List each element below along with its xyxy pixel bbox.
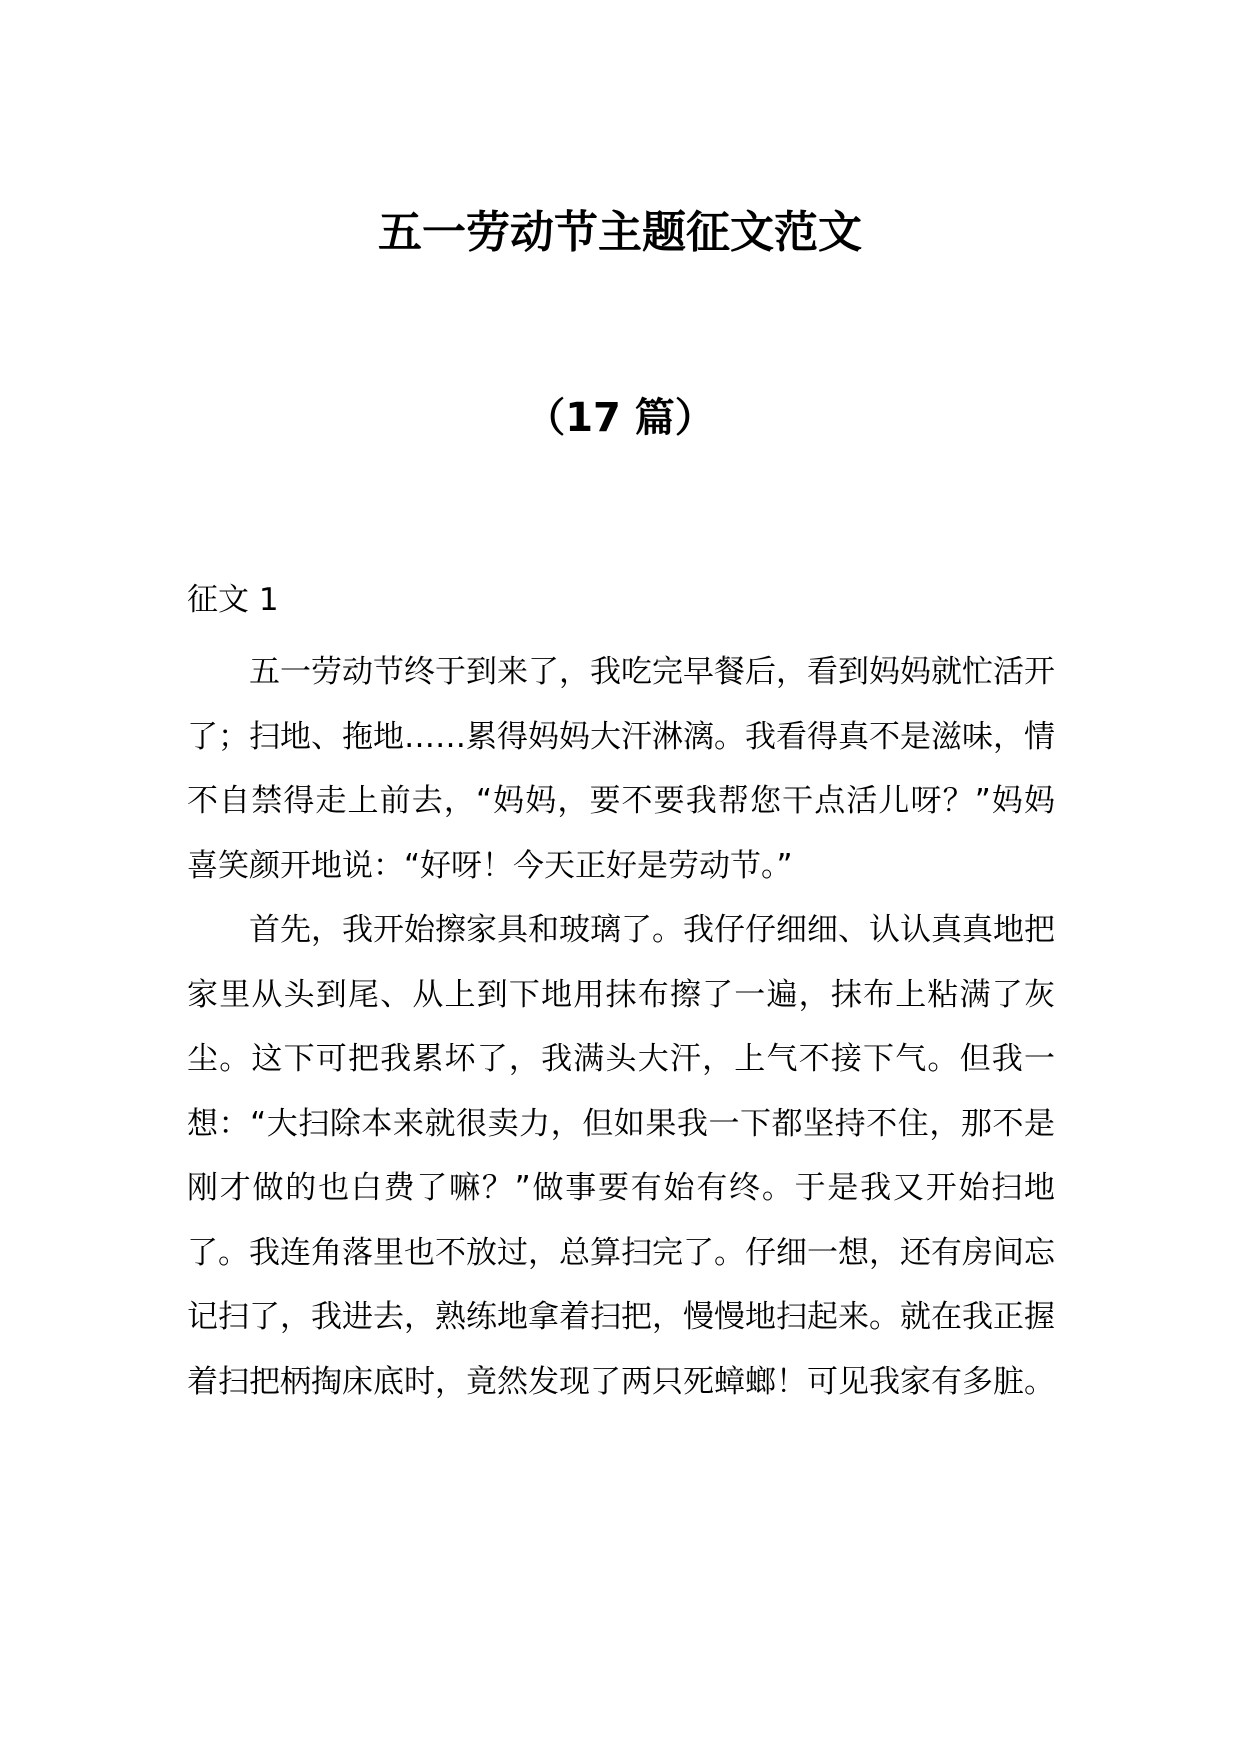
paragraph: 五一劳动节终于到来了，我吃完早餐后，看到妈妈就忙活开了；扫地、拖地……累得妈妈大汗淋漓。我看得真不是滋味，情不自禁得走上前去，“妈妈，要不要我帮您干点活儿呀？”妈妈喜笑颜开地说：“好呀！今天正好是劳动节。” bbox=[187, 654, 1055, 884]
essay-body bbox=[187, 640, 1055, 1414]
essay-label: 征文 1 bbox=[187, 582, 279, 618]
document-title: 五一劳动节主题征文范文 bbox=[378, 207, 862, 258]
document-subtitle: （17 篇） bbox=[525, 395, 715, 441]
paragraph: 首先，我开始擦家具和玻璃了。我仔仔细细、认认真真地把家里从头到尾、从上到下地用抹布擦了一遍，抹布上粘满了灰尘。这下可把我累坏了，我满头大汗，上气不接下气。但我一想：“大扫除本来就很卖力，但如果我一下都坚持不住，那不是刚才做的也白费了嘛？”做事要有始有终。于是我又开始扫地了。我连角落里也不放过，总算扫完了。仔细一想，还有房间忘记扫了，我进去，熟练地拿着扫把，慢慢地扫起来。就在我正握着扫把柄掏床底时，竟然发现了两只死蟑螂！可见我家有多脏。 bbox=[187, 912, 1055, 1400]
